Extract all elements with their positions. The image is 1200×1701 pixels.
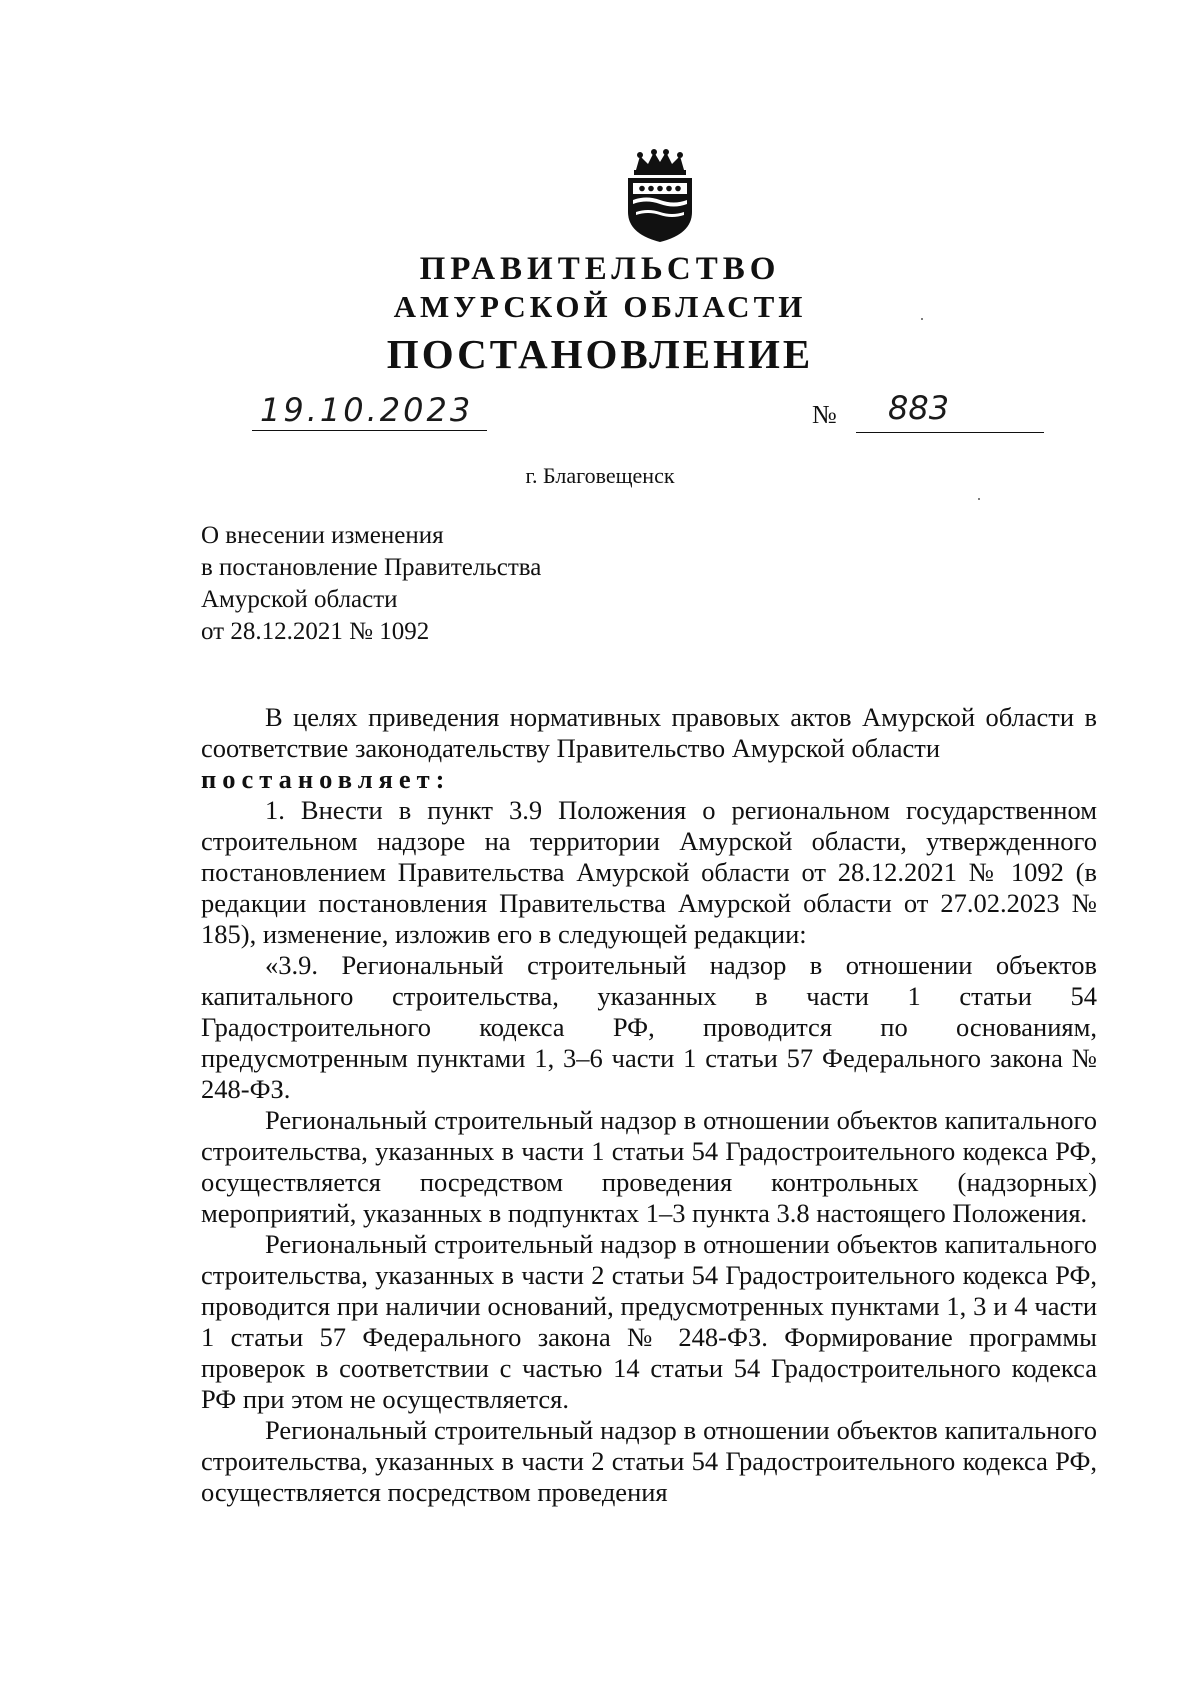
document-type-title: ПОСТАНОВЛЕНИЕ <box>386 331 814 377</box>
subject-line: Амурской области <box>201 586 398 613</box>
resolves-word: постановляет: <box>201 764 451 794</box>
scan-speck <box>921 318 923 320</box>
subject-line: О внесении изменения <box>201 522 444 549</box>
body-paragraph: «3.9. Региональный строительный надзор в отношении объектов капитального строительства, указанных в части 1 статьи 54 Градостроительного кодекса РФ, проводится по основаниям, предусмотренным пунктами 1, 3–6 части 1 статьи 57 Федерального закона № 248-ФЗ. <box>201 950 1097 1104</box>
government-title: ПРАВИТЕЛЬСТВО <box>419 251 781 287</box>
date-underline <box>252 430 487 431</box>
subject-line: в постановление Правительства <box>201 554 542 581</box>
coat-of-arms-icon <box>622 148 698 244</box>
scan-speck <box>978 498 980 500</box>
document-date: 19.10.2023 <box>260 391 474 429</box>
city-name: г. Благовещенск <box>525 463 675 488</box>
subject-line: от 28.12.2021 № 1092 <box>201 618 430 645</box>
document-number: 883 <box>888 389 950 427</box>
body-paragraph: Региональный строительный надзор в отношении объектов капитального строительства, указанных в части 2 статьи 54 Градостроительного кодекса РФ, осуществляется посредством проведения <box>201 1415 1097 1507</box>
number-sign: № <box>812 400 837 429</box>
document-subject <box>201 520 721 648</box>
document-body <box>201 702 1097 1508</box>
number-underline <box>856 432 1044 433</box>
body-paragraph: 1. Внести в пункт 3.9 Положения о региональном государственном строительном надзоре на территории Амурской области, утвержденного постановлением Правительства Амурской области от 28.12.2021 № 1092 (в редакции постановления Правительства Амурской области от 27.02.2023 № 185), изменение, изложив его в следующей редакции: <box>201 795 1097 949</box>
body-paragraph: Региональный строительный надзор в отношении объектов капитального строительства, указанных в части 2 статьи 54 Градостроительного кодекса РФ, проводится при наличии оснований, предусмотренных пунктами 1, 3 и 4 части 1 статьи 57 Федерального закона № 248-ФЗ. Формирование программы проверок в соответствии с частью 14 статьи 54 Градостроительного кодекса РФ при этом не осуществляется. <box>201 1229 1097 1414</box>
intro-paragraph: В целях приведения нормативных правовых актов Амурской области в соответствие законодательству Правительство Амурской области <box>201 702 1097 763</box>
region-title: АМУРСКОЙ ОБЛАСТИ <box>393 289 807 324</box>
body-paragraph: Региональный строительный надзор в отношении объектов капитального строительства, указанных в части 1 статьи 54 Градостроительного кодекса РФ, осуществляется посредством проведения контрольных (надзорных) мероприятий, указанных в подпунктах 1–3 пункта 3.8 настоящего Положения. <box>201 1105 1097 1228</box>
